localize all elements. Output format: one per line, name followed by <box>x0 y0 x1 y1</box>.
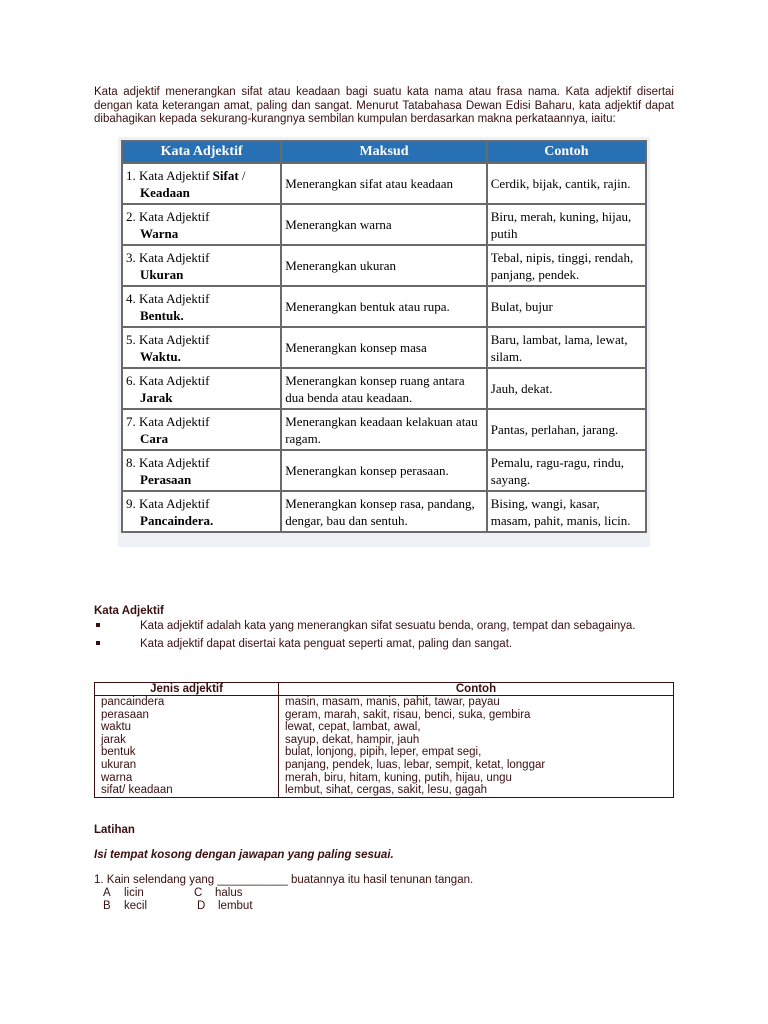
example-cell: Bising, wangi, kasar, masam, pahit, manis, licin. <box>488 492 645 531</box>
adjective-example-cell: geram, marah, sakit, risau, benci, suka, gembira <box>279 709 674 722</box>
header-jenis-adjektif: Jenis adjektif <box>95 683 279 696</box>
adjective-category-cell <box>123 369 280 408</box>
adjective-type-table <box>94 682 674 798</box>
meaning-row <box>123 164 645 203</box>
option-text: kecil <box>124 900 148 912</box>
header-contoh: Contoh <box>488 142 645 162</box>
meaning-row <box>123 410 645 449</box>
option-row <box>94 900 473 913</box>
meaning-cell: Menerangkan konsep ruang antara dua benda atau keadaan. <box>282 369 486 408</box>
adjective-example-cell: merah, biru, hitam, kuning, putih, hijau, ungu <box>279 772 674 785</box>
category-name: Keadaan <box>140 184 190 200</box>
category-number: 4. Kata Adjektif <box>126 290 210 306</box>
adjective-example-cell: lewat, cepat, lambat, awal, <box>279 721 674 734</box>
adjective-category-cell <box>123 410 280 449</box>
table-row <box>95 709 674 722</box>
option-text: halus <box>215 887 243 899</box>
bullet-text: Kata adjektif dapat disertai kata penguat seperti amat, paling dan sangat. <box>140 638 513 650</box>
example-cell: Bulat, bujur <box>488 287 645 326</box>
example-cell: Tebal, nipis, tinggi, rendah, panjang, pendek. <box>488 246 645 285</box>
meaning-cell: Menerangkan bentuk atau rupa. <box>282 287 486 326</box>
adjective-meaning-table-image <box>118 137 650 547</box>
table-row <box>95 784 674 797</box>
category-number-bold: Sifat <box>212 167 239 183</box>
meaning-row <box>123 328 645 367</box>
option-letter: B <box>103 900 111 912</box>
bullet-text: Kata adjektif adalah kata yang menerangkan sifat sesuatu benda, orang, tempat dan sebagainya. <box>140 620 636 632</box>
meaning-cell: Menerangkan sifat atau keadaan <box>282 164 486 203</box>
category-number: 1. Kata Adjektif <box>126 167 213 183</box>
bullet-item <box>94 619 674 637</box>
category-number-line <box>126 290 277 307</box>
question-text: 1. Kain selendang yang ___________ buatannya itu hasil tenunan tangan. <box>94 874 474 886</box>
table-row <box>95 746 674 759</box>
example-cell: Pemalu, ragu-ragu, rindu, sayang. <box>488 451 645 490</box>
category-number: 8. Kata Adjektif <box>126 454 210 470</box>
category-number: 2. Kata Adjektif <box>126 208 210 224</box>
adjective-category-cell <box>123 205 280 244</box>
adjective-type-cell: waktu <box>95 721 279 734</box>
bullet-list <box>94 619 674 655</box>
category-name: Ukuran <box>140 266 184 282</box>
adjective-example-cell: sayup, dekat, hampir, jauh <box>279 734 674 747</box>
adjective-type-cell: perasaan <box>95 709 279 722</box>
meaning-row <box>123 492 645 531</box>
category-number-line <box>126 249 277 266</box>
category-name: Cara <box>140 430 169 446</box>
adjective-type-cell: pancaindera <box>95 696 279 709</box>
adjective-type-cell: ukuran <box>95 759 279 772</box>
table-row <box>95 734 674 747</box>
exercise-instruction: Isi tempat kosong dengan jawapan yang paling sesuai. <box>94 849 394 861</box>
adjective-type-cell: bentuk <box>95 746 279 759</box>
meaning-cell: Menerangkan konsep rasa, pandang, dengar, bau dan sentuh. <box>282 492 486 531</box>
example-cell: Jauh, dekat. <box>488 369 645 408</box>
category-number-line <box>126 495 277 512</box>
option-text: lembut <box>218 900 253 912</box>
meaning-cell: Menerangkan warna <box>282 205 486 244</box>
adjective-category-cell <box>123 164 280 203</box>
adjective-meaning-table <box>121 140 647 533</box>
category-number: 5. Kata Adjektif <box>126 331 210 347</box>
adjective-example-cell: masin, masam, manis, pahit, tawar, payau <box>279 696 674 709</box>
option-row <box>94 887 473 900</box>
meaning-cell: Menerangkan keadaan kelakuan atau ragam. <box>282 410 486 449</box>
header-contoh: Contoh <box>279 683 674 696</box>
example-cell: Pantas, perlahan, jarang. <box>488 410 645 449</box>
option-letter: C <box>194 887 203 899</box>
adjective-category-cell <box>123 246 280 285</box>
header-kata-adjektif: Kata Adjektif <box>123 142 280 162</box>
adjective-category-cell <box>123 287 280 326</box>
example-cell: Baru, lambat, lama, lewat, silam. <box>488 328 645 367</box>
table-row <box>95 696 674 709</box>
question-1 <box>94 874 473 913</box>
meaning-cell: Menerangkan ukuran <box>282 246 486 285</box>
category-number-line <box>126 167 277 184</box>
table-row <box>95 772 674 785</box>
meaning-row <box>123 246 645 285</box>
adjective-example-cell: bulat, lonjong, pipih, leper, empat segi, <box>279 746 674 759</box>
adjective-type-cell: jarak <box>95 734 279 747</box>
category-number: 7. Kata Adjektif <box>126 413 210 429</box>
adjective-type-cell: warna <box>95 772 279 785</box>
category-number: 3. Kata Adjektif <box>126 249 210 265</box>
intro-paragraph: Kata adjektif menerangkan sifat atau keadaan bagi suatu kata nama atau frasa nama. Kata adjektif disertai dengan kata keterangan amat, paling dan sangat. Menurut Tatabahasa Dewan Edisi Baharu, kata adjektif dapat dibahagikan kepada sekurang-kurangnya sembilan kumpulan berdasarkan makna perkataannya, iaitu: <box>94 86 674 125</box>
category-number-line <box>126 208 277 225</box>
adjective-example-cell: panjang, pendek, luas, lebar, sempit, ketat, longgar <box>279 759 674 772</box>
meaning-row <box>123 369 645 408</box>
table-row <box>95 721 674 734</box>
header-maksud: Maksud <box>282 142 486 162</box>
meaning-row <box>123 287 645 326</box>
category-name: Waktu. <box>140 348 181 364</box>
table-row <box>95 759 674 772</box>
bullet-item <box>94 637 674 655</box>
latihan-heading: Latihan <box>94 824 135 836</box>
category-number-line <box>126 331 277 348</box>
category-number: 9. Kata Adjektif <box>126 495 210 511</box>
meaning-cell: Menerangkan konsep perasaan. <box>282 451 486 490</box>
adjective-example-cell: lembut, sihat, cergas, sakit, lesu, gagah <box>279 784 674 797</box>
option-letter: D <box>197 900 206 912</box>
option-letter: A <box>103 887 111 899</box>
bullet-square-icon <box>96 623 100 627</box>
adjective-category-cell <box>123 451 280 490</box>
category-name: Jarak <box>140 389 173 405</box>
category-number: 6. Kata Adjektif <box>126 372 210 388</box>
example-cell: Biru, merah, kuning, hijau, putih <box>488 205 645 244</box>
adjective-type-cell: sifat/ keadaan <box>95 784 279 797</box>
category-name: Perasaan <box>140 471 192 487</box>
category-number-line <box>126 372 277 389</box>
adjective-category-cell <box>123 492 280 531</box>
adjective-category-cell <box>123 328 280 367</box>
category-number-tail: / <box>238 167 246 183</box>
category-name: Pancaindera. <box>140 512 214 528</box>
category-name: Warna <box>140 225 179 241</box>
bullet-square-icon <box>96 641 100 645</box>
example-cell: Cerdik, bijak, cantik, rajin. <box>488 164 645 203</box>
section-title: Kata Adjektif <box>94 605 164 617</box>
category-number-line <box>126 413 277 430</box>
option-text: licin <box>124 887 144 899</box>
meaning-cell: Menerangkan konsep masa <box>282 328 486 367</box>
category-number-line <box>126 454 277 471</box>
category-name: Bentuk. <box>140 307 184 323</box>
meaning-row <box>123 451 645 490</box>
meaning-row <box>123 205 645 244</box>
